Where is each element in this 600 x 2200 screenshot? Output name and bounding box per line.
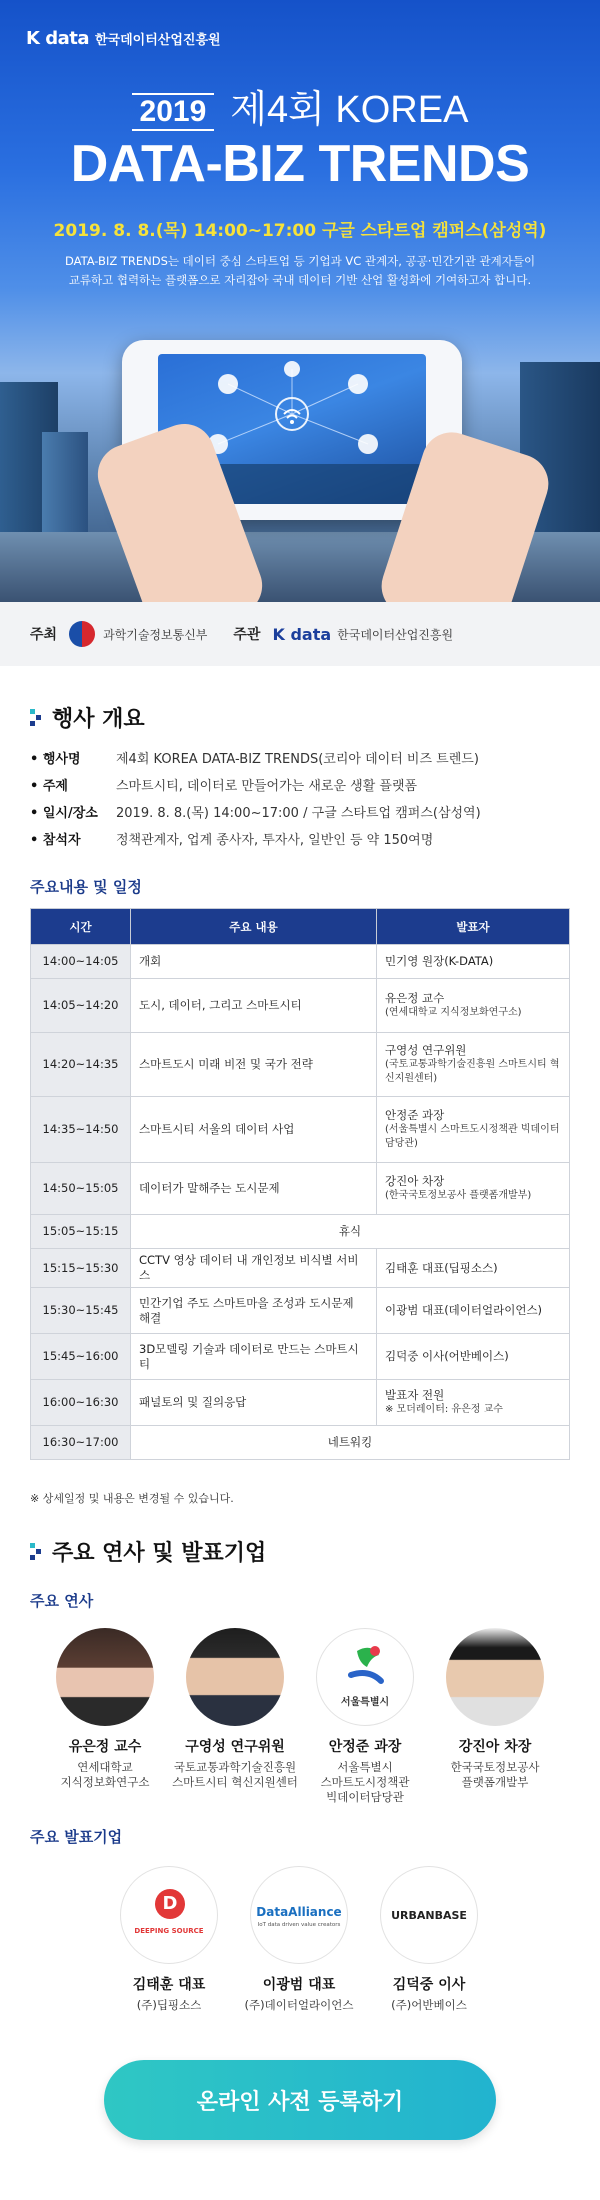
company-logo-text: URBANBASE bbox=[391, 1909, 467, 1922]
schedule-time: 14:35~14:50 bbox=[31, 1097, 131, 1163]
overview-value: 제4회 KOREA DATA-BIZ TRENDS(코리아 데이터 비즈 트렌드) bbox=[116, 752, 479, 767]
host-name: 과학기술정보통신부 bbox=[103, 627, 208, 642]
overview-value: 정책관계자, 업계 종사자, 투자사, 일반인 등 약 150여명 bbox=[116, 833, 434, 848]
speaker-main: 안정준 과장 bbox=[385, 1108, 445, 1122]
seoul-logo bbox=[316, 1628, 414, 1726]
overview-key: • 행사명 bbox=[30, 746, 116, 773]
speaker-photo bbox=[56, 1628, 154, 1726]
host-label: 주최 bbox=[30, 627, 58, 643]
table-row bbox=[31, 1426, 570, 1460]
speaker-card bbox=[40, 1628, 170, 1790]
company-name: (주)데이터얼라이언스 bbox=[244, 1998, 354, 2012]
hero-title-line2: DATA-BIZ TRENDS bbox=[70, 135, 530, 193]
organizer-label: 주관 bbox=[233, 627, 261, 643]
overview-item bbox=[30, 800, 481, 827]
speaker-name: 안정준 과장 bbox=[328, 1739, 402, 1755]
section-dots-icon bbox=[30, 1541, 42, 1563]
header-speaker: 발표자 bbox=[377, 909, 570, 945]
speakers-heading bbox=[30, 1536, 266, 1567]
table-row bbox=[31, 1249, 570, 1288]
schedule-time: 16:00~16:30 bbox=[31, 1380, 131, 1426]
speaker-photo bbox=[446, 1628, 544, 1726]
company-logo-text: DEEPING SOURCE bbox=[134, 1927, 204, 1935]
speaker-affiliation: 서울특별시 스마트도시정책관 빅데이터담당관 bbox=[320, 1760, 410, 1804]
overview-list bbox=[30, 746, 481, 854]
table-row bbox=[31, 1334, 570, 1380]
schedule-speaker bbox=[377, 1033, 570, 1097]
schedule-content: 3D모델링 기술과 데이터로 만드는 스마트시티 bbox=[131, 1334, 377, 1380]
speaker-main: 구영성 연구위원 bbox=[385, 1043, 467, 1057]
hero-banner bbox=[0, 0, 600, 602]
company-name: (주)딥핑소스 bbox=[136, 1998, 202, 2012]
speaker-sub: (연세대학교 지식정보화연구소) bbox=[385, 1007, 522, 1018]
speaker-photo bbox=[186, 1628, 284, 1726]
table-row bbox=[31, 1033, 570, 1097]
table-row bbox=[31, 1288, 570, 1334]
speaker-main: 민기영 원장(K-DATA) bbox=[385, 954, 494, 968]
dataalliance-logo bbox=[250, 1866, 348, 1964]
overview-key: • 주제 bbox=[30, 773, 116, 800]
overview-item bbox=[30, 827, 481, 854]
schedule-speaker bbox=[377, 1334, 570, 1380]
hero-title-line1 bbox=[0, 78, 600, 133]
hero-date-venue: 2019. 8. 8.(목) 14:00~17:00 구글 스타트업 캠퍼스(삼성역) bbox=[53, 221, 547, 241]
schedule-title: 주요내용 및 일정 bbox=[30, 878, 142, 896]
company-logo-subtext: IoT data driven value creators bbox=[257, 1922, 341, 1928]
urbanbase-logo bbox=[380, 1866, 478, 1964]
speaker-name: 유은정 교수 bbox=[68, 1739, 142, 1755]
speaker-name: 강진아 차장 bbox=[458, 1739, 532, 1755]
schedule-time: 15:30~15:45 bbox=[31, 1288, 131, 1334]
speaker-main: 김덕중 이사(어반베이스) bbox=[385, 1349, 509, 1363]
overview-value: 2019. 8. 8.(목) 14:00~17:00 / 구글 스타트업 캠퍼스(삼성역) bbox=[116, 806, 481, 821]
overview-heading bbox=[30, 702, 145, 733]
speaker-card bbox=[170, 1628, 300, 1790]
table-row bbox=[31, 945, 570, 979]
overview-item bbox=[30, 746, 481, 773]
schedule-note: ※ 상세일정 및 내용은 변경될 수 있습니다. bbox=[30, 1492, 234, 1505]
kdata-logo-mark: K data bbox=[26, 28, 89, 49]
table-row bbox=[31, 1097, 570, 1163]
schedule-content: 휴식 bbox=[131, 1215, 570, 1249]
schedule-time: 14:05~14:20 bbox=[31, 979, 131, 1033]
deepingsource-logo bbox=[120, 1866, 218, 1964]
schedule-time: 15:15~15:30 bbox=[31, 1249, 131, 1288]
speaker-main: 유은정 교수 bbox=[385, 991, 445, 1005]
speaker-affiliation: 한국국토정보공사 플랫폼개발부 bbox=[450, 1760, 540, 1789]
table-row bbox=[31, 1163, 570, 1215]
schedule-content: 네트워킹 bbox=[131, 1426, 570, 1460]
speaker-sub: (서울특별시 스마트도시정책관 빅데이터담당관) bbox=[385, 1124, 560, 1149]
speaker-sub: (한국국토정보공사 플랫폼개발부) bbox=[385, 1190, 532, 1201]
table-row bbox=[31, 1215, 570, 1249]
schedule-table bbox=[30, 908, 570, 1460]
overview-title: 행사 개요 bbox=[52, 707, 145, 732]
speaker-main: 발표자 전원 bbox=[385, 1388, 445, 1402]
company-speaker-name: 이광범 대표 bbox=[262, 1977, 336, 1993]
schedule-speaker bbox=[377, 979, 570, 1033]
schedule-content: 도시, 데이터, 그리고 스마트시티 bbox=[131, 979, 377, 1033]
schedule-time: 14:20~14:35 bbox=[31, 1033, 131, 1097]
schedule-content: 민간기업 주도 스마트마을 조성과 도시문제 해결 bbox=[131, 1288, 377, 1334]
seoul-logo-text: 서울특별시 bbox=[340, 1697, 390, 1708]
company-speaker-name: 김태훈 대표 bbox=[132, 1977, 206, 1993]
speaker-sub: (국토교통과학기술진흥원 스마트시티 혁신지원센터) bbox=[385, 1059, 560, 1084]
speaker-affiliation: 국토교통과학기술진흥원 스마트시티 혁신지원센터 bbox=[172, 1760, 298, 1789]
speakers-title: 주요 연사 bbox=[30, 1592, 94, 1610]
hero-title-text: 제4회 KOREA bbox=[230, 89, 469, 131]
schedule-speaker bbox=[377, 1163, 570, 1215]
register-button[interactable]: 온라인 사전 등록하기 bbox=[104, 2060, 496, 2140]
company-card bbox=[234, 1866, 364, 2013]
schedule-speaker bbox=[377, 1097, 570, 1163]
schedule-speaker bbox=[377, 1288, 570, 1334]
schedule-time: 14:00~14:05 bbox=[31, 945, 131, 979]
deepingsource-d-icon: D bbox=[155, 1889, 185, 1919]
company-logo-text: DataAlliance bbox=[256, 1905, 342, 1919]
section-dots-icon bbox=[30, 707, 42, 729]
header-content: 주요 내용 bbox=[131, 909, 377, 945]
kdata-org-name: 한국데이터산업진흥원 bbox=[95, 33, 221, 48]
speaker-main: 이광범 대표(데이터얼라이언스) bbox=[385, 1303, 543, 1317]
table-row bbox=[31, 979, 570, 1033]
hero-year: 2019 bbox=[132, 93, 215, 131]
organizer-name: 한국데이터산업진흥원 bbox=[337, 627, 454, 642]
overview-value: 스마트시티, 데이터로 만들어가는 새로운 생활 플랫폼 bbox=[116, 779, 418, 794]
speaker-name: 구영성 연구위원 bbox=[185, 1739, 285, 1755]
speakers-section-title: 주요 연사 및 발표기업 bbox=[52, 1541, 267, 1566]
company-card bbox=[104, 1866, 234, 2013]
schedule-content: CCTV 영상 데이터 내 개인정보 비식별 서비스 bbox=[131, 1249, 377, 1288]
schedule-content: 개회 bbox=[131, 945, 377, 979]
speaker-main: 김태훈 대표(딥핑소스) bbox=[385, 1260, 498, 1275]
schedule-time: 16:30~17:00 bbox=[31, 1426, 131, 1460]
schedule-content: 패널토의 및 질의응답 bbox=[131, 1380, 377, 1426]
schedule-content: 스마트시티 서울의 데이터 사업 bbox=[131, 1097, 377, 1163]
seoul-emblem-icon bbox=[317, 1629, 414, 1726]
government-emblem-icon bbox=[69, 621, 95, 647]
sponsor-bar bbox=[0, 602, 600, 666]
company-speaker-name: 김덕중 이사 bbox=[392, 1977, 466, 1993]
speaker-main: 강진아 차장 bbox=[385, 1174, 445, 1188]
hero-desc-line1: DATA-BIZ TRENDS는 데이터 중심 스타트업 등 기업과 VC 관계자, 공공·민간기관 관계자들이 bbox=[64, 254, 536, 268]
companies-title: 주요 발표기업 bbox=[30, 1828, 123, 1846]
schedule-speaker bbox=[377, 945, 570, 979]
schedule-body bbox=[31, 945, 570, 1460]
overview-key: • 일시/장소 bbox=[30, 800, 116, 827]
schedule-time: 14:50~15:05 bbox=[31, 1163, 131, 1215]
speaker-card bbox=[430, 1628, 560, 1790]
hero-desc-line2: 교류하고 협력하는 플랫폼으로 자리잡아 국내 데이터 기반 산업 활성화에 기여하고자 합니다. bbox=[68, 273, 532, 287]
overview-item bbox=[30, 773, 481, 800]
schedule-content: 데이터가 말해주는 도시문제 bbox=[131, 1163, 377, 1215]
hero-description bbox=[60, 252, 540, 290]
company-name: (주)어반베이스 bbox=[391, 1998, 467, 2012]
schedule-header-row bbox=[31, 909, 570, 945]
table-row bbox=[31, 1380, 570, 1426]
schedule-time: 15:45~16:00 bbox=[31, 1334, 131, 1380]
schedule-time: 15:05~15:15 bbox=[31, 1215, 131, 1249]
schedule-content: 스마트도시 미래 비전 및 국가 전략 bbox=[131, 1033, 377, 1097]
header-time: 시간 bbox=[31, 909, 131, 945]
kdata-logo bbox=[26, 28, 221, 49]
schedule-speaker bbox=[377, 1249, 570, 1288]
speaker-affiliation: 연세대학교 지식정보화연구소 bbox=[60, 1760, 150, 1789]
overview-key: • 참석자 bbox=[30, 827, 116, 854]
organizer-logo-mark: K data bbox=[272, 624, 332, 644]
speaker-card bbox=[300, 1628, 430, 1805]
schedule-speaker bbox=[377, 1380, 570, 1426]
speaker-sub: ※ 모더레이터: 유은정 교수 bbox=[385, 1404, 503, 1415]
company-card bbox=[364, 1866, 494, 2013]
